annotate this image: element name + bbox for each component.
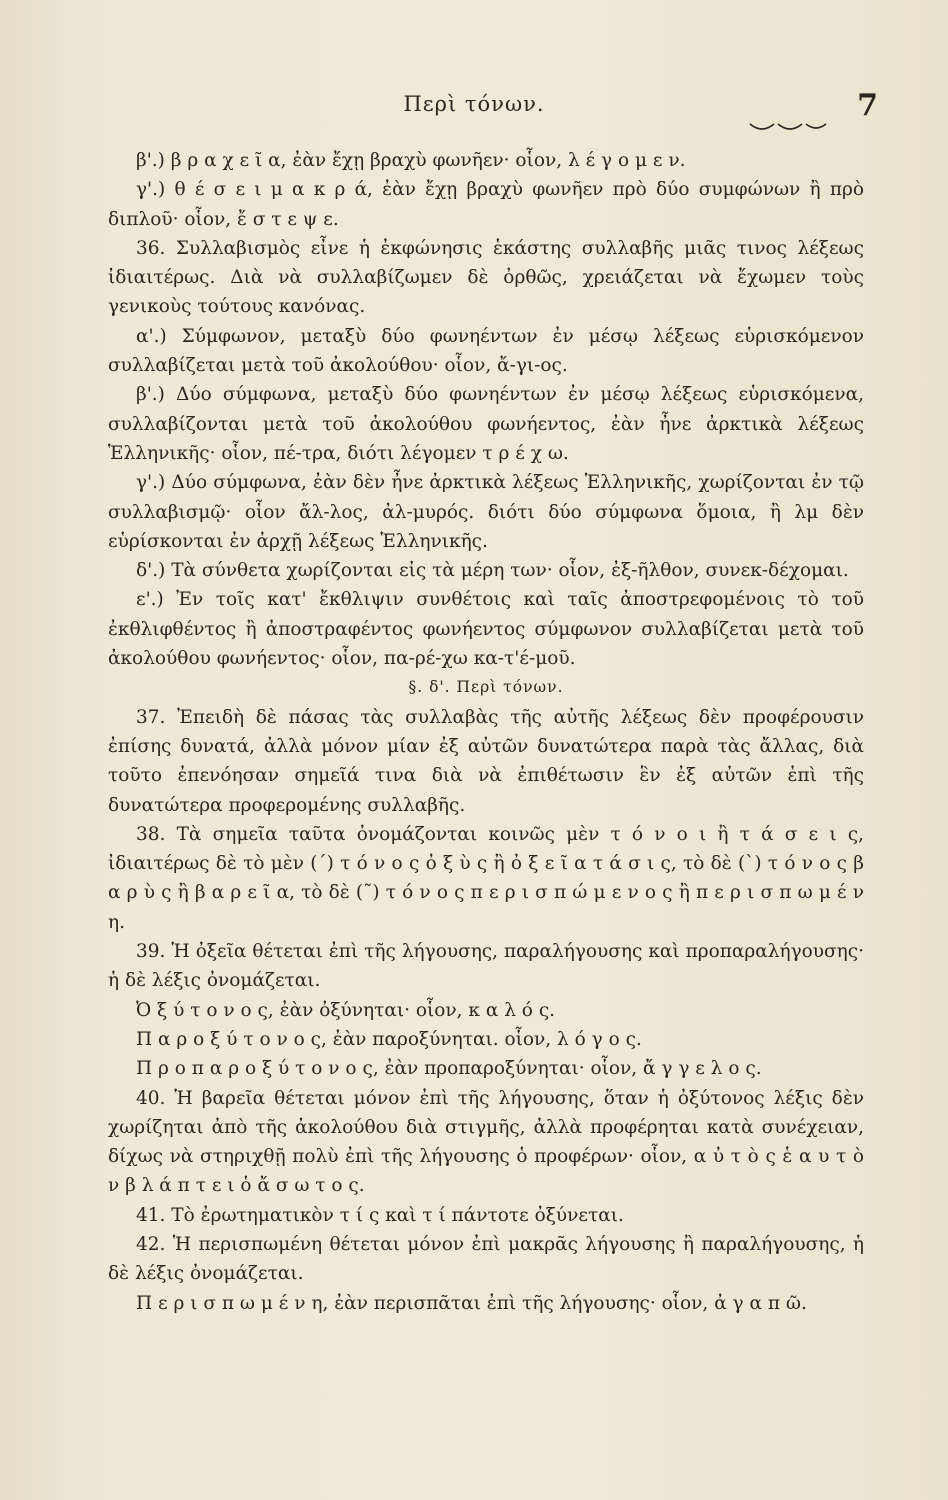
paragraph-proparoxytone: Π ρ ο π α ρ ο ξ ύ τ ο ν ο ς, ἐὰν προπαροξύνηται· οἷον, ἄ γ γ ε λ ο ς. [136,1058,762,1080]
paragraph-37: 37. Ἐπειδὴ δὲ πάσας τὰς συλλαβὰς τῆς αὐτῆς λέξεως δὲν προφέρουσιν ἐπίσης δυνατά, ἀλλὰ μόνον μίαν ἐξ αὐτῶν δυνατώτερα παρὰ τὰς ἄλλας, διὰ τοῦτο ἐπενόησαν σημεῖά τινα διὰ νὰ ἐπιθέτωσιν ἓν ἐξ αὐτῶν ἐπὶ τῆς δυνατώτερα προφερομένης συλλαβῆς. [108,706,864,816]
paragraph-rule-a: α'.) Σύμφωνον, μεταξὺ δύο φωνηέντων ἐν μέσῳ λέξεως εὑρισκόμενον συλλαβίζεται μετὰ τοῦ ἀκολούθου· οἷον, ἄ-γι-ος. [108,325,864,377]
page-body [108,146,864,1318]
paragraph-36: 36. Συλλαβισμὸς εἶνε ἡ ἐκφώνησις ἑκάστης συλλαβῆς μιᾶς τινος λέξεως ἰδιαιτέρως. Διὰ νὰ συλλαβίζωμεν δὲ ὀρθῶς, χρειάζεται νὰ ἔχωμεν τοὺς γενικοὺς τούτους κανόνας. [108,237,864,318]
paragraph-rule-e: ε'.) Ἐν τοῖς κατ' ἔκθλιψιν συνθέτοις καὶ ταῖς ἀποστρεφομένοις τὸ τοῦ ἐκθλιφθέντος ἢ ἀποστραφέντος φωνήεντος σύμφωνον συλλαβίζεται μετὰ τοῦ ἀκολούθου φωνήεντος· οἷον, πα-ρέ-χω κα-τ'έ-μοῦ. [108,589,864,670]
paragraph-rule-c: γ'.) Δύο σύμφωνα, ἐὰν δὲν ἦνε ἀρκτικὰ λέξεως Ἑλληνικῆς, χωρίζονται ἐν τῷ συλλαβισμῷ· οἷον ἄλ-λος, ἀλ-μυρός. διότι δύο σύμφωνα ὅμοια, ἢ λμ δὲν εὑρίσκονται ἐν ἀρχῇ λέξεως Ἑλληνικῆς. [108,472,864,552]
paragraph-rule-b: β'.) Δύο σύμφωνα, μεταξὺ δύο φωνηέντων ἐν μέσῳ λέξεως εὑρισκόμενα, συλλαβίζονται μετὰ τοῦ ἀκολούθου φωνήεντος, ἐὰν ἦνε ἀρκτικὰ λέξεως Ἑλληνικῆς· οἷον, πέ-τρα, διότι λέγομεν τ ρ έ χ ω. [108,384,864,464]
paragraph-thesei-makra: γ'.) θ έ σ ε ι μ α κ ρ ά, ἐὰν ἔχῃ βραχὺ φωνῆεν πρὸ δύο συμφώνων ἢ πρὸ διπλοῦ· οἷον, ἔ σ τ ε ψ ε. [108,179,864,230]
paragraph-vowel-short: β'.) β ρ α χ ε ῖ α, ἐὰν ἔχῃ βραχὺ φωνῆεν· οἷον, λ έ γ ο μ ε ν. [136,150,686,171]
paragraph-40: 40. Ἡ βαρεῖα θέτεται μόνον ἐπὶ τῆς λήγουσης, ὅταν ἡ ὀξύτονος λέξις δὲν χωρίζηται ἀπὸ τῆς ἀκολούθου διὰ στιγμῆς, ἀλλὰ προφέρηται κατὰ συνέχειαν, δίχως νὰ στηριχθῇ πολὺ ἐπὶ τῆς λήγουσης ὁ προφέρων· οἷον, α ὐ τ ὸ ς ἑ α υ τ ὸ ν β λ ά π τ ε ι ὁ ἄ σ ω τ ο ς. [108,1087,864,1197]
page-number: 7 [857,88,878,123]
paragraph-oxytone: Ὀ ξ ύ τ ο ν ο ς, ἐὰν ὀξύνηται· οἷον, κ α λ ό ς. [136,999,556,1021]
paragraph-38: 38. Τὰ σημεῖα ταῦτα ὀνομάζονται κοινῶς μὲν τ ό ν ο ι ἢ τ ά σ ε ι ς, ἰδιαιτέρως δὲ τὸ μὲν (´) τ ό ν ο ς ὀ ξ ὺ ς ἢ ὀ ξ ε ῖ α τ ά σ ι ς, τὸ δὲ (`) τ ό ν ο ς β α ρ ὺ ς ἢ β α ρ ε ῖ α, τὸ δὲ (῀) τ ό ν ο ς π ε ρ ι σ π ώ μ ε ν ο ς ἢ π ε ρ ι σ π ω μ έ ν η. [108,823,864,933]
section-heading: §. δ'. Περὶ τόνων. [408,678,564,697]
paragraph-paroxytone: Π α ρ ο ξ ύ τ ο ν ο ς, ἐὰν παροξύνηται. οἷον, λ ό γ ο ς. [136,1028,642,1050]
paragraph-perispomene: Π ε ρ ι σ π ω μ έ ν η, ἐὰν περισπᾶται ἐπὶ τῆς λήγουσης· οἷον, ἀ γ α π ῶ. [136,1292,807,1314]
running-title: Περὶ τόνων. [403,92,545,116]
paragraph-rule-d: δ'.) Τὰ σύνθετα χωρίζονται εἰς τὰ μέρη των· οἷον, ἐξ-ῆλθον, συνεκ-δέχομαι. [136,560,849,582]
paragraph-41: 41. Τὸ ἐρωτηματικὸν τ ί ς καὶ τ ί πάντοτε ὀξύνεται. [136,1204,624,1226]
breve-marks [748,120,828,140]
paragraph-42: 42. Ἡ περισπωμένη θέτεται μόνον ἐπὶ μακρᾶς λήγουσης ἢ παραλήγουσης, ἡ δὲ λέξις ὀνομάζεται. [108,1233,864,1285]
paragraph-39: 39. Ἡ ὀξεῖα θέτεται ἐπὶ τῆς λήγουσης, παραλήγουσης καὶ προπαραλήγουσης· ἡ δὲ λέξις ὀνομάζεται. [108,941,864,992]
